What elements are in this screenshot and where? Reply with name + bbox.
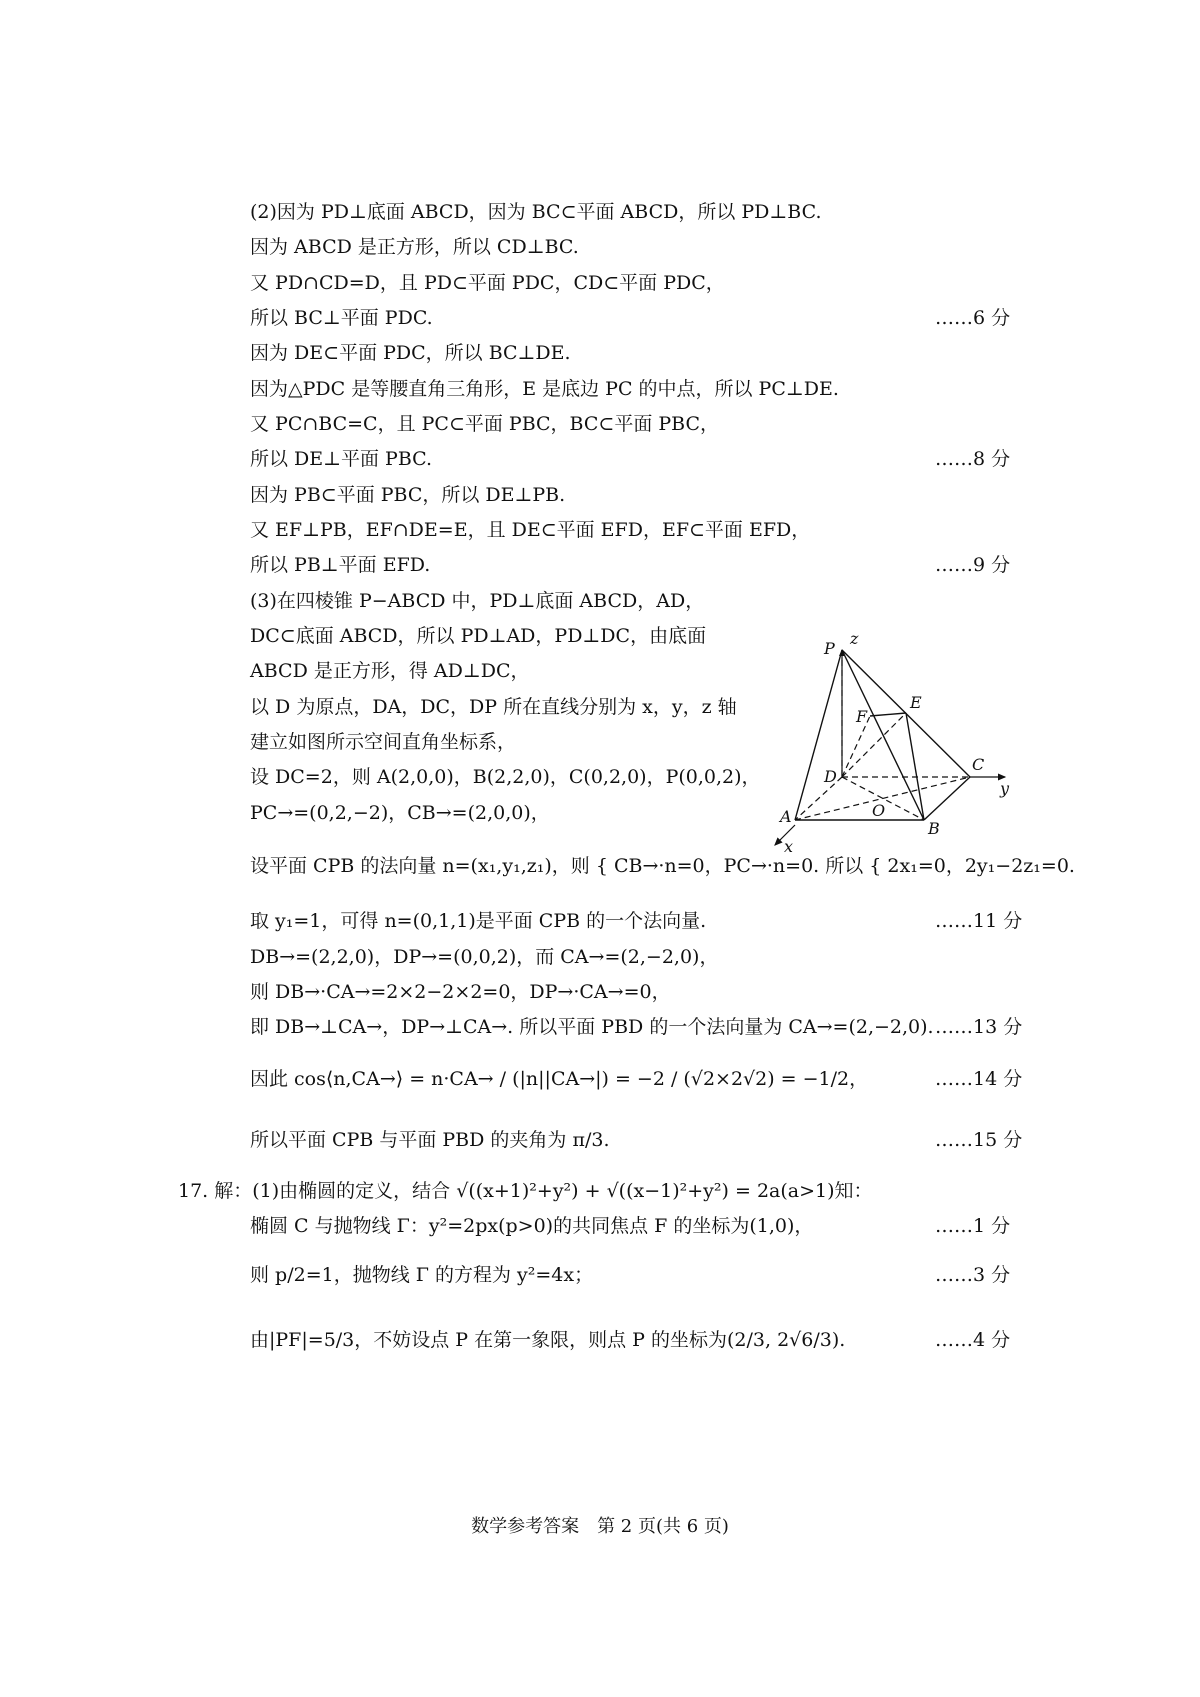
label-D: D xyxy=(824,767,837,786)
score-label: ……13 分 xyxy=(935,1016,1023,1038)
text-line: PC→=(0,2,−2)，CB→=(2,0,0)， xyxy=(250,802,550,824)
text-line: 又 PC∩BC=C，且 PC⊂平面 PBC，BC⊂平面 PBC， xyxy=(250,413,719,435)
edge-PA xyxy=(795,650,842,820)
text-line: 所以平面 CPB 与平面 PBD 的夹角为 π/3. xyxy=(250,1129,610,1151)
score-label: ……8 分 xyxy=(935,448,1011,470)
page-footer: 数学参考答案 第 2 页(共 6 页) xyxy=(471,1516,729,1537)
text-line: 设 DC=2，则 A(2,0,0)，B(2,2,0)，C(0,2,0)，P(0,0,2)， xyxy=(250,766,761,788)
text-line: DC⊂底面 ABCD，所以 PD⊥AD，PD⊥DC，由底面 xyxy=(250,625,707,647)
text-line: 所以 PB⊥平面 EFD. xyxy=(250,554,431,576)
text-line: 取 y₁=1，可得 n=(0,1,1)是平面 CPB 的一个法向量. xyxy=(250,910,707,932)
text-line: (2)因为 PD⊥底面 ABCD，因为 BC⊂平面 ABCD，所以 PD⊥BC. xyxy=(250,201,822,223)
label-C: C xyxy=(972,755,985,774)
text-line: 因为△PDC 是等腰直角三角形，E 是底边 PC 的中点，所以 PC⊥DE. xyxy=(250,378,839,400)
text-line: 则 DB→·CA→=2×2−2×2=0，DP→·CA→=0， xyxy=(250,981,671,1003)
pyramid-coordinate-figure xyxy=(760,630,1030,910)
score-label: ……3 分 xyxy=(935,1264,1011,1286)
label-A: A xyxy=(780,807,792,826)
text-line: ABCD 是正方形，得 AD⊥DC， xyxy=(250,660,530,682)
label-E: E xyxy=(910,693,922,712)
text-line: 以 D 为原点，DA，DC，DP 所在直线分别为 x，y，z 轴 xyxy=(250,696,737,718)
text-line: 建立如图所示空间直角坐标系， xyxy=(250,731,517,753)
label-P: P xyxy=(824,639,835,658)
score-label: ……15 分 xyxy=(935,1129,1023,1151)
text-line: 因为 DE⊂平面 PDC，所以 BC⊥DE. xyxy=(250,342,571,364)
text-line: 所以 DE⊥平面 PBC. xyxy=(250,448,433,470)
label-O: O xyxy=(872,801,886,820)
score-label: ……1 分 xyxy=(935,1215,1011,1237)
text-line: 17. 解：(1)由椭圆的定义，结合 √((x+1)²+y²) + √((x−1)²+y²) = 2a(a>1)知： xyxy=(178,1180,873,1202)
label-B: B xyxy=(928,819,940,838)
score-label: ……11 分 xyxy=(935,910,1023,932)
text-line: 所以 BC⊥平面 PDC. xyxy=(250,307,433,329)
label-z: z xyxy=(850,630,859,648)
edge-DE xyxy=(842,713,906,777)
edge-BC xyxy=(924,777,970,820)
text-line: DB→=(2,2,0)，DP→=(0,0,2)，而 CA→=(2,−2,0)， xyxy=(250,946,719,968)
text-line: 因为 ABCD 是正方形，所以 CD⊥BC. xyxy=(250,236,579,258)
text-line: 又 EF⊥PB，EF∩DE=E，且 DE⊂平面 EFD，EF⊂平面 EFD， xyxy=(250,519,811,541)
text-line: 又 PD∩CD=D，且 PD⊂平面 PDC，CD⊂平面 PDC， xyxy=(250,272,725,294)
label-x: x xyxy=(784,837,794,856)
text-line: (3)在四棱锥 P−ABCD 中，PD⊥底面 ABCD，AD， xyxy=(250,590,705,612)
label-F: F xyxy=(856,707,868,726)
text-line: 因此 cos⟨n,CA→⟩ = n·CA→ / (|n||CA→|) = −2 / (√2×2√2) = −1/2， xyxy=(250,1068,869,1090)
text-line: 椭圆 C 与抛物线 Γ：y²=2px(p>0)的共同焦点 F 的坐标为(1,0)， xyxy=(250,1215,814,1237)
edge-PB xyxy=(842,650,924,820)
label-y: y xyxy=(1000,779,1010,798)
text-line: 因为 PB⊂平面 PBC，所以 DE⊥PB. xyxy=(250,484,566,506)
edge-EF xyxy=(870,713,906,716)
text-line: 即 DB→⊥CA→，DP→⊥CA→. 所以平面 PBD 的一个法向量为 CA→=(2,−2,0). xyxy=(250,1016,934,1038)
score-label: ……9 分 xyxy=(935,554,1011,576)
text-line: 设平面 CPB 的法向量 n=(x₁,y₁,z₁)，则 { CB→·n=0，PC→·n=0. 所以 { 2x₁=0，2y₁−2z₁=0. xyxy=(250,855,1075,877)
text-line: 由|PF|=5/3，不妨设点 P 在第一象限，则点 P 的坐标为(2/3, 2√6/3). xyxy=(250,1329,846,1351)
text-line: 则 p/2=1，抛物线 Γ 的方程为 y²=4x； xyxy=(250,1264,594,1286)
score-label: ……4 分 xyxy=(935,1329,1011,1351)
score-label: ……14 分 xyxy=(935,1068,1023,1090)
score-label: ……6 分 xyxy=(935,307,1011,329)
